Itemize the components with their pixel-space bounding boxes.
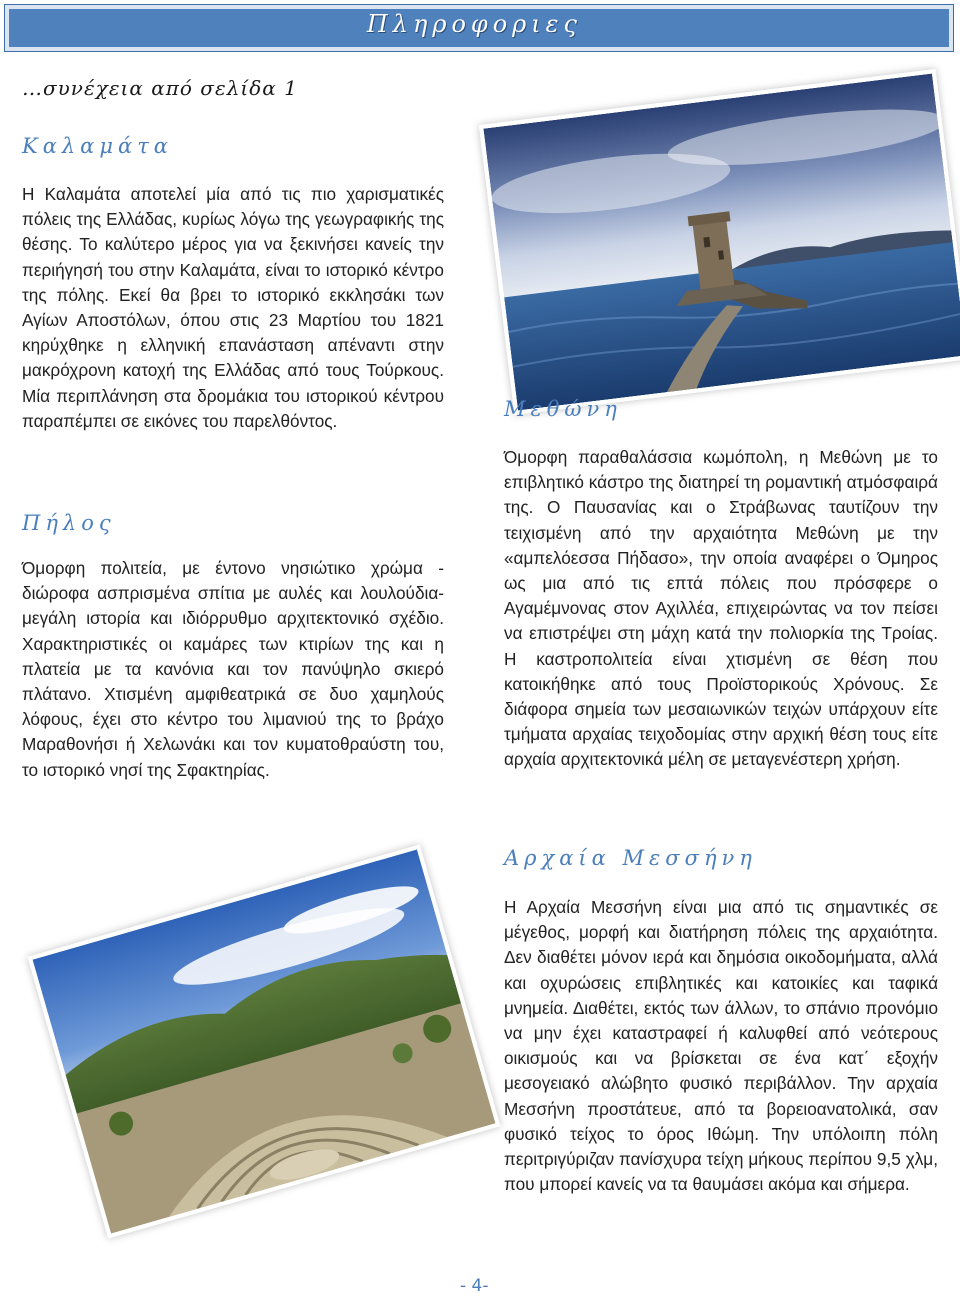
- continuation-note: …συνέχεια από σελίδα 1: [22, 76, 298, 100]
- ancient-messini-photo: [28, 844, 501, 1238]
- page-number: - 4-: [460, 1276, 489, 1296]
- methoni-castle-photo: [479, 69, 960, 415]
- methoni-castle-image: [483, 74, 960, 411]
- page-title: Πληροφοριες: [366, 10, 582, 38]
- heading-kalamata: Καλαμάτα: [22, 134, 173, 158]
- text-pylos: Όμορφη πολιτεία, με έντονο νησιώτικο χρώμα - διώροφα ασπρισμένα σπίτια με αυλές και λουλούδια- μεγάλη ιστορία και ιδιόρρυθμο αρχιτεκτονικό σχέδιο. Χαρακτηριστικές οι καμάρες των κτιρίων της και η πλατεία με τα κανόνια και τον πανύψηλο σκιερό πλάτανο. Χτισμένη αμφιθεατρικά σε δυο χαμηλούς λόφους, έχει στο κέντρο του λιμανιού της το βράχο Μαραθονήσι ή Χελωνάκι και τον κυματοθραύστη του, το ιστορικό νησί της Σφακτηρίας.: [22, 558, 444, 780]
- heading-ancient-messini: Αρχαία Μεσσήνη: [504, 846, 757, 870]
- text-ancient-messini: Η Αρχαία Μεσσήνη είναι μια από τις σημαντικές σε μέγεθος, μορφή και διατήρηση πόλεις της αρχαιότητα. Δεν διαθέτει μόνον ιερά και δημόσια οικοδομήματα, αλλά και οχυρώσεις επιβλητικές και κατοικίες και ταφικά μνημεία. Διαθέτει, εκτός των άλλων, το σπάνιο προνόμιο να μην έχει καταστραφεί ή καλυφθεί από νεότερους οικισμούς και να βρίσκεται σε ένα κατ΄ εξοχήν μεσογειακό αλώβητο φυσικό περιβάλλον. Την αρχαία Μεσσήνη προστάτευε, από τα βορειοανατολικά, σαν φυσικό τείχος το όρος Ιθώμη. Την υπόλοιπη πόλη περιτριγύριζαν πανίσχυρα τείχη μήκους περίπου 9,5 χλμ, που μπορεί κανείς να τα θαυμάσει ακόμα και σήμερα.: [504, 897, 938, 1195]
- text-methoni: Όμορφη παραθαλάσσια κωμόπολη, η Μεθώνη με το επιβλητικό κάστρο της διατηρεί τη ρομαντική ατμόσφαιρά της. Ο Παυσανίας και ο Στράβωνας ταυτίζουν την τειχισμένη από την αρχαιότητα Μεθώνη με την «αμπελόεσσα Πήδασο», την οποία αναφέρει ο Όμηρος ως μια από τις επτά πόλεις που πρόσφερε ο Αγαμέμνονας στον Αχιλλέα, επιχειρώντας να τον πείσει να επιστρέψει στη μάχη κατά την πολιορκία της Τροίας. Η καστροπολιτεία είναι χτισμένη σε θέση που κατοικήθηκε από τους Προϊστορικούς Χρόνους. Σε διάφορα σημεία των μεσαιωνικών τειχών υπάρχουν είτε τμήματα αρχαίας τειχοδομίας στην αρχική θέση τους είτε αρχαία αρχιτεκτονικά μέλη σε μεταγενέστερη χρήση.: [504, 447, 938, 770]
- heading-methoni: Μεθώνη: [504, 397, 622, 421]
- ancient-theater-image: [32, 849, 495, 1233]
- heading-pylos: Πήλος: [22, 511, 116, 535]
- text-kalamata: Η Καλαμάτα αποτελεί μία από τις πιο χαρισματικές πόλεις της Ελλάδας, κυρίως λόγω της γεωγραφικής της θέσης. Το καλύτερο μέρος για να ξεκινήσει κανείς την περιήγησή του στην Καλαμάτα, είναι το ιστορικό κέντρο της πόλης. Εκεί θα βρει το ιστορικό εκκλησάκι των Αγίων Αποστόλων, όπου στις 23 Μαρτίου του 1821 κηρύχθηκε η ελληνική επανάσταση απέναντι στην μακρόχρονη κατοχή της Ελλάδας από τους Τούρκους. Μία περιπλάνηση στα δρομάκια του ιστορικού κέντρου παραπέμπει σε εικόνες του παρελθόντος.: [22, 184, 444, 431]
